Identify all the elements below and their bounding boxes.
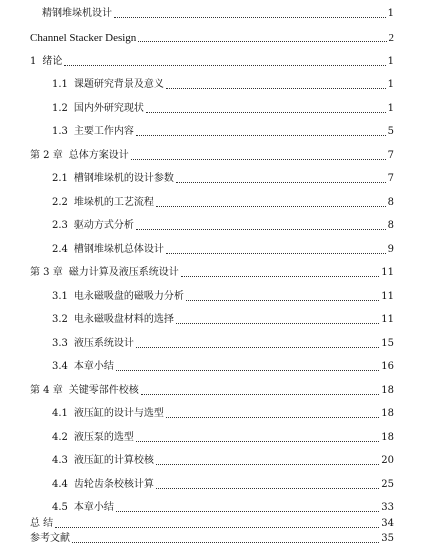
toc-entry-title: Channel Stacker Design: [30, 32, 137, 44]
toc-entry-section-3-1[interactable]: [0, 289, 424, 303]
toc-entry-number: 第 2 章: [30, 150, 63, 161]
toc-entry-section-2-1[interactable]: [0, 171, 424, 185]
toc-entry-title: 槽钢堆垛机的设计参数: [73, 173, 174, 184]
toc-entry-label: [30, 267, 179, 279]
toc-entry-page: 18: [381, 432, 394, 443]
toc-leader: [72, 542, 379, 543]
toc-entry-label: [52, 455, 154, 467]
toc-entry-number: 1.1: [52, 79, 68, 90]
toc-leader: [166, 417, 379, 418]
toc-leader: [138, 41, 386, 42]
toc-entry-title: 国内外研究现状: [73, 103, 144, 114]
toc-entry-title: 电永磁吸盘材料的选择: [73, 314, 174, 325]
toc-leader: [166, 88, 386, 89]
toc-entry-section-4-4[interactable]: [0, 477, 424, 491]
toc-leader: [141, 394, 380, 395]
toc-entry-number: 4.1: [52, 408, 68, 419]
toc-entry-title: 液压缸的设计与选型: [73, 408, 164, 419]
toc-entry-section-1-3[interactable]: [0, 124, 424, 138]
toc-entry-title-en[interactable]: [0, 30, 424, 44]
toc-entry-label: [30, 533, 70, 545]
toc-entry-title-cn[interactable]: [0, 6, 424, 20]
toc-leader: [146, 112, 386, 113]
toc-entry-label: [30, 385, 139, 397]
toc-entry-number: 1.3: [52, 126, 68, 137]
toc-entry-title: 关键零部件校核: [68, 385, 139, 396]
toc-entry-page: 8: [387, 220, 394, 231]
toc-leader: [136, 347, 379, 348]
toc-leader: [114, 17, 386, 18]
toc-entry-number: 2.1: [52, 173, 68, 184]
toc-entry-title: 课题研究背景及意义: [73, 79, 164, 90]
toc-entry-label: [52, 79, 164, 91]
toc-entry-section-3-4[interactable]: [0, 359, 424, 373]
toc-entry-label: [52, 197, 154, 209]
toc-entry-page: 1: [387, 8, 394, 19]
toc-entry-number: 1: [30, 56, 37, 67]
toc-leader: [136, 441, 379, 442]
toc-entry-section-2-4[interactable]: [0, 242, 424, 256]
toc-leader: [176, 182, 386, 183]
toc-entry-section-4-2[interactable]: [0, 430, 424, 444]
toc-leader: [136, 229, 386, 230]
toc-entry-page: 11: [381, 291, 394, 302]
toc-entry-number: 4.4: [52, 479, 68, 490]
toc-entry-label: [52, 479, 154, 491]
toc-entry-page: 34: [381, 518, 394, 529]
toc-entry-page: 16: [381, 361, 394, 372]
toc-entry-section-2-2[interactable]: [0, 195, 424, 209]
toc-entry-page: 25: [381, 479, 394, 490]
toc-entry-chapter-2[interactable]: [0, 148, 424, 162]
toc-entry-number: 2.4: [52, 244, 68, 255]
toc-leader: [116, 511, 379, 512]
toc-leader: [166, 253, 386, 254]
toc-entry-page: 11: [381, 314, 394, 325]
toc-entry-number: 2.3: [52, 220, 68, 231]
toc-entry-title: 绪论: [42, 56, 63, 67]
toc-entry-number: 1.2: [52, 103, 68, 114]
toc-entry-page: 7: [387, 150, 394, 161]
toc-entry-chapter-1[interactable]: [0, 54, 424, 68]
toc-leader: [156, 488, 379, 489]
toc-entry-page: 15: [381, 338, 394, 349]
toc-entry-title: 总体方案设计: [68, 150, 129, 161]
toc-entry-title: 驱动方式分析: [73, 220, 134, 231]
toc-leader: [55, 527, 379, 528]
toc-entry-title: 本章小结: [73, 361, 114, 372]
toc-entry-page: 2: [388, 32, 394, 44]
toc-leader: [116, 370, 379, 371]
toc-entry-page: 1: [387, 79, 394, 90]
toc-leader: [176, 323, 379, 324]
toc-entry-label: [52, 338, 134, 350]
toc-entry-section-3-2[interactable]: [0, 312, 424, 326]
toc-entry-title: 液压缸的计算校核: [73, 455, 154, 466]
toc-entry-title: 槽钢堆垛机总体设计: [73, 244, 164, 255]
toc-entry-page: 9: [387, 244, 394, 255]
toc-entry-title: 堆垛机的工艺流程: [73, 197, 154, 208]
toc-leader: [131, 159, 386, 160]
toc-entry-title: 参考文献: [30, 533, 70, 544]
toc-leader: [156, 206, 386, 207]
toc-entry-page: 35: [381, 533, 394, 544]
toc-entry-label: [30, 150, 129, 162]
toc-leader: [181, 276, 380, 277]
toc-entry-page: 18: [381, 385, 394, 396]
toc-entry-title: 齿轮齿条校核计算: [73, 479, 154, 490]
toc-entry-number: 第 4 章: [30, 385, 63, 396]
toc-entry-title: 精钢堆垛机设计: [42, 8, 112, 19]
toc-entry-label: [52, 502, 114, 514]
toc-entry-page: 20: [381, 455, 394, 466]
toc-entry-number: 4.3: [52, 455, 68, 466]
toc-entry-title: 本章小结: [73, 502, 114, 513]
toc-entry-number: 2.2: [52, 197, 68, 208]
toc-entry-label: [52, 408, 164, 420]
toc-entry-number: 3.3: [52, 338, 68, 349]
toc-entry-label: [52, 220, 134, 232]
toc-entry-page: 18: [381, 408, 394, 419]
toc-entry-section-1-1[interactable]: [0, 77, 424, 91]
toc-entry-page: 11: [381, 267, 394, 278]
toc-entry-label: [30, 32, 136, 44]
toc-entry-title: 液压泵的选型: [73, 432, 134, 443]
toc-entry-label: [52, 314, 174, 326]
toc-entry-page: 1: [387, 103, 394, 114]
toc-entry-page: 7: [387, 173, 394, 184]
toc-entry-label: [52, 173, 174, 185]
toc-entry-title: 总 结: [30, 518, 54, 529]
toc-entry-section-4-3[interactable]: [0, 453, 424, 467]
toc-entry-page: 33: [381, 502, 394, 513]
toc-entry-number: 3.2: [52, 314, 68, 325]
toc-entry-section-4-1[interactable]: [0, 406, 424, 420]
toc-entry-section-4-5[interactable]: [0, 500, 424, 514]
toc-entry-title: 磁力计算及液压系统设计: [68, 267, 179, 278]
toc-leader: [136, 135, 386, 136]
toc-entry-references[interactable]: [0, 531, 424, 545]
toc-entry-summary[interactable]: [0, 516, 424, 530]
toc-entry-page: 8: [387, 197, 394, 208]
toc-entry-label: [42, 8, 112, 20]
toc-entry-label: [30, 518, 53, 530]
toc-entry-label: [52, 126, 134, 138]
toc-entry-section-1-2[interactable]: [0, 101, 424, 115]
toc-entry-number: 第 3 章: [30, 267, 63, 278]
toc-entry-label: [30, 56, 62, 68]
toc-entry-label: [52, 244, 164, 256]
toc-leader: [156, 464, 379, 465]
toc-leader: [64, 65, 385, 66]
toc-entry-number: 4.2: [52, 432, 68, 443]
toc-leader: [186, 300, 379, 301]
toc-entry-label: [52, 103, 144, 115]
toc-entry-section-3-3[interactable]: [0, 336, 424, 350]
toc-entry-page: 1: [387, 56, 394, 67]
toc-entry-label: [52, 432, 134, 444]
toc-entry-chapter-4[interactable]: [0, 383, 424, 397]
toc-entry-page: 5: [387, 126, 394, 137]
toc-entry-label: [52, 361, 114, 373]
toc-entry-number: 3.1: [52, 291, 68, 302]
toc-entry-title: 电永磁吸盘的磁吸力分析: [73, 291, 184, 302]
toc-entry-title: 液压系统设计: [73, 338, 134, 349]
toc-entry-section-2-3[interactable]: [0, 218, 424, 232]
toc-entry-chapter-3[interactable]: [0, 265, 424, 279]
toc-entry-number: 3.4: [52, 361, 68, 372]
toc-entry-number: 4.5: [52, 502, 68, 513]
toc-entry-label: [52, 291, 184, 303]
toc-entry-title: 主要工作内容: [73, 126, 134, 137]
